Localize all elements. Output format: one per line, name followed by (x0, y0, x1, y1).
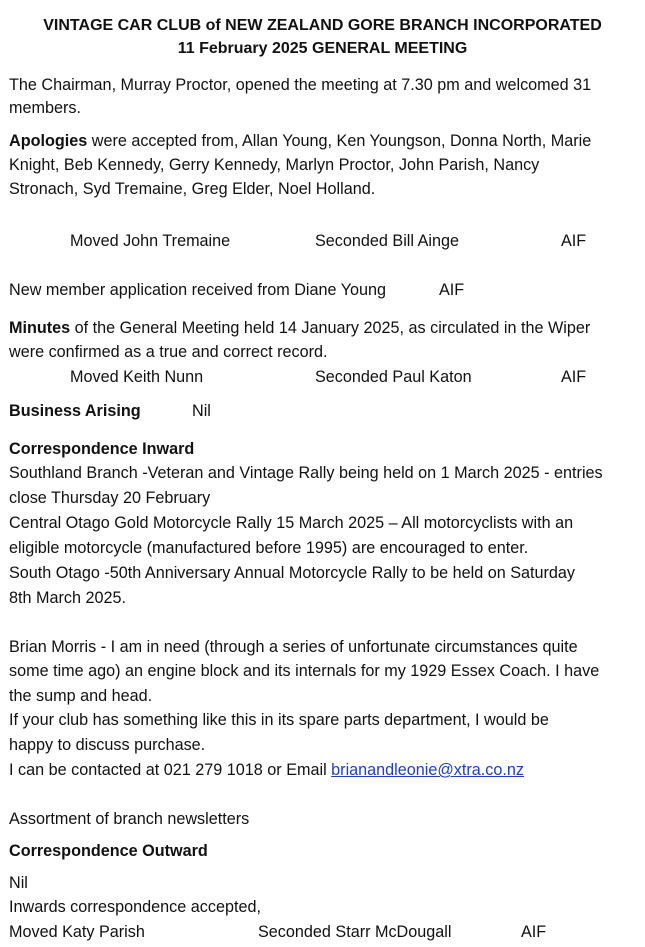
brian-line-5: happy to discuss purchase. (9, 736, 206, 754)
apologies-text: were accepted from, Allan Young, Ken Youngson, Donna North, Marie (87, 132, 592, 150)
inward-line-1: Southland Branch -Veteran and Vintage Rally being held on 1 March 2025 - entries (9, 464, 603, 482)
inward-line-6: 8th March 2025. (9, 589, 126, 607)
apologies-line-1 (9, 129, 591, 154)
motion1-moved: Moved John Tremaine (70, 232, 231, 250)
business-arising-label: Business Arising (9, 402, 141, 420)
new-member-result: AIF (439, 281, 465, 299)
brian-line-4: If your club has something like this in its spare parts department, I would be (9, 711, 549, 729)
motion2-seconded: Seconded Paul Katon (315, 368, 472, 386)
minutes-label: Minutes (9, 319, 71, 337)
outward-value: Nil (9, 874, 28, 892)
inward-line-3: Central Otago Gold Motorcycle Rally 15 March 2025 – All motorcyclists with an (9, 514, 574, 532)
motion3-moved: Moved Katy Parish (9, 923, 145, 941)
apologies-line-3: Stronach, Syd Tremaine, Greg Elder, Noel Holland. (9, 180, 376, 198)
new-member-line (9, 278, 386, 303)
brian-line-1: Brian Morris - I am in need (through a series of unfortunate circumstances quite (9, 638, 578, 656)
minutes-line-1 (9, 316, 590, 341)
minutes-text: of the General Meeting held 14 January 2025, as circulated in the Wiper (70, 319, 591, 337)
brian-contact-line (9, 758, 524, 783)
document-title: VINTAGE CAR CLUB of NEW ZEALAND GORE BRANCH INCORPORATED (43, 17, 602, 34)
opening-line-1: The Chairman, Murray Proctor, opened the meeting at 7.30 pm and welcomed 31 (9, 76, 592, 94)
brian-line-3: the sump and head. (9, 687, 153, 705)
assortment-line: Assortment of branch newsletters (9, 810, 250, 828)
inwards-accepted-line: Inwards correspondence accepted, (9, 898, 261, 916)
business-arising-value: Nil (192, 402, 211, 420)
apologies-line-2: Knight, Beb Kennedy, Gerry Kennedy, Marlyn Proctor, John Parish, Nancy (9, 156, 540, 174)
motion3-result: AIF (521, 923, 547, 941)
motion2-result: AIF (561, 368, 587, 386)
motion3-seconded: Seconded Starr McDougall (258, 923, 452, 941)
minutes-line-2: were confirmed as a true and correct record. (9, 343, 328, 361)
inward-line-5: South Otago -50th Anniversary Annual Motorcycle Rally to be held on Saturday (9, 564, 575, 582)
apologies-label: Apologies (9, 132, 88, 150)
motion2-moved: Moved Keith Nunn (70, 368, 204, 386)
brian-contact-text: I can be contacted at 021 279 1018 or Email (9, 761, 332, 779)
correspondence-inward-heading: Correspondence Inward (9, 440, 195, 458)
inward-line-2: close Thursday 20 February (9, 489, 211, 507)
brian-line-2: some time ago) an engine block and its internals for my 1929 Essex Coach. I have (9, 662, 600, 680)
correspondence-outward-heading: Correspondence Outward (9, 842, 208, 860)
opening-line-2: members. (9, 99, 81, 117)
email-link[interactable]: brianandleonie@xtra.co.nz (331, 761, 524, 779)
new-member-text: New member application received from Diane Young (9, 281, 387, 299)
motion1-seconded: Seconded Bill Ainge (315, 232, 459, 250)
motion1-result: AIF (561, 232, 587, 250)
inward-line-4: eligible motorcycle (manufactured before 1995) are encouraged to enter. (9, 539, 529, 557)
meeting-date-title: 11 February 2025 GENERAL MEETING (177, 40, 468, 57)
